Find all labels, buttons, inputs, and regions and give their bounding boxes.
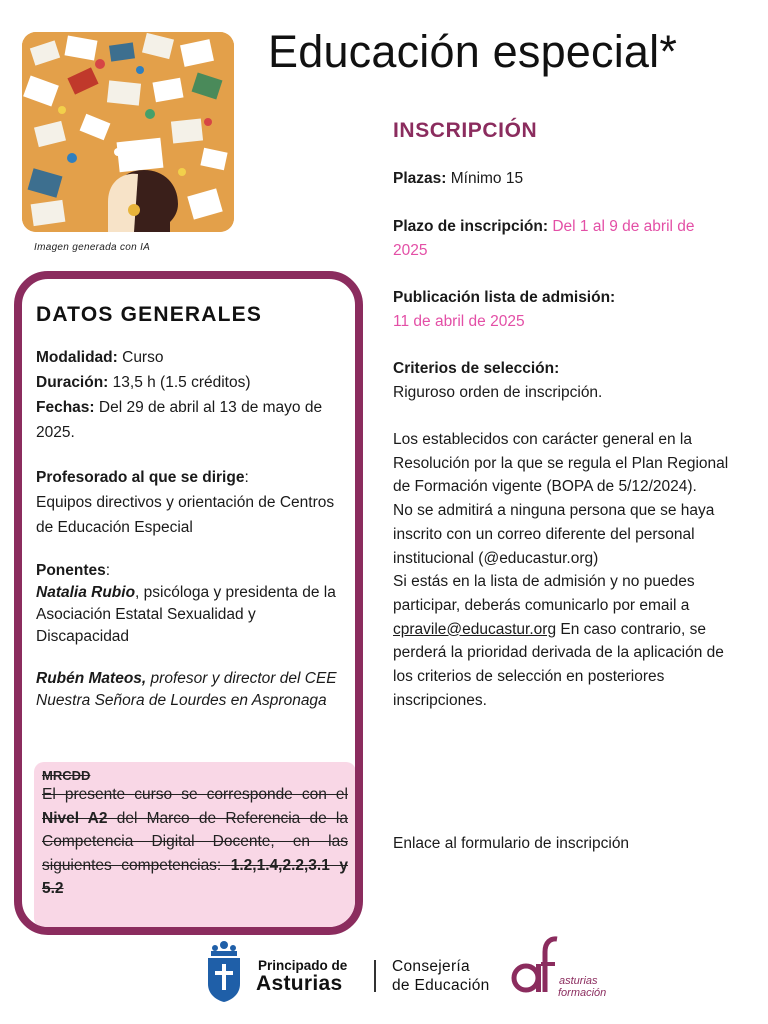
consejeria-line-2: de Educación — [392, 977, 490, 994]
general-info-heading: DATOS GENERALES — [36, 303, 263, 326]
criterios-row — [393, 357, 733, 404]
asturias-formacion-logo-icon — [511, 934, 559, 998]
mrcdd-text — [42, 783, 348, 901]
mrcdd-panel — [34, 762, 356, 928]
plazo-label: Plazo de inscripción: — [393, 218, 549, 235]
criterios-para-3 — [393, 570, 733, 712]
general-info-body — [36, 345, 352, 712]
fechas-value: Del 29 de abril al 13 de mayo de 2025. — [36, 399, 323, 441]
criterios-para-3a: Si estás en la lista de admisión y no puedes participar, deberás comunicarlo por email a — [393, 573, 695, 614]
ponentes-colon: : — [105, 562, 111, 579]
publicacion-label: Publicación lista de admisión: — [393, 289, 616, 306]
mrcdd-label: MRCDD — [42, 768, 91, 783]
footer-logos — [0, 934, 768, 1024]
duracion-label: Duración: — [36, 374, 109, 391]
mrcdd-text-1: El presente curso se corresponde con el — [42, 786, 348, 803]
criterios-para-3b: En caso contrario, se perderá la prioridad derivada de la aplicación de los criterios de selección en posteriores inscripciones. — [393, 620, 724, 709]
inscripcion-heading: INSCRIPCIÓN — [393, 119, 538, 142]
header-illustration — [22, 32, 234, 232]
af-line-2: formación — [558, 987, 607, 999]
criterios-para-2: No se admitirá a ninguna persona que se haya inscrito con un correo diferente del personal institucional (@educastur.org) — [393, 502, 715, 567]
criterios-label: Criterios de selección: — [393, 360, 560, 377]
criterios-value: Riguroso orden de inscripción. — [393, 383, 603, 401]
mrcdd-level: Nivel A2 — [42, 809, 108, 827]
principado-line-1: Principado de — [258, 958, 348, 973]
modalidad-label: Modalidad: — [36, 349, 118, 366]
criterios-detail — [393, 428, 733, 712]
ponente-2-desc: profesor y director del CEE Nuestra Señora de Lourdes en Aspronaga — [36, 670, 337, 709]
af-line-1: asturias — [559, 975, 598, 987]
modalidad-value: Curso — [117, 349, 164, 366]
publicacion-row — [393, 286, 733, 333]
logo-divider — [374, 960, 376, 992]
ponente-1 — [36, 582, 352, 648]
general-info-box — [14, 271, 363, 935]
mrcdd-competencias: 1.2,1.4,2.2,3.1 y 5.2 — [42, 856, 348, 897]
modalidad-row — [36, 345, 352, 370]
criterios-para-1: Los establecidos con carácter general en la Resolución por la que se regula el Plan Regional de Formación vigente (BOPA de 5/12/2024). — [393, 431, 729, 496]
ponente-2 — [36, 668, 352, 712]
ponentes-row — [36, 560, 352, 582]
duracion-value: 13,5 h (1.5 créditos) — [108, 374, 251, 391]
consejeria-line-1: Consejería — [392, 958, 470, 975]
ponente-1-desc: , psicóloga y presidenta de la Asociación Estatal Sexualidad y Discapacidad — [36, 584, 336, 645]
profesorado-colon: : — [244, 469, 249, 486]
fechas-label: Fechas: — [36, 399, 95, 416]
plazo-row — [393, 215, 733, 262]
contact-email-link[interactable]: cpravile@educastur.org — [393, 620, 557, 638]
plazas-label: Plazas: — [393, 170, 447, 187]
publicacion-value: 11 de abril de 2025 — [393, 312, 525, 330]
image-caption: Imagen generada con IA — [34, 242, 151, 253]
page-title: Educación especial* — [268, 26, 678, 77]
plazas-value: Mínimo 15 — [446, 170, 524, 187]
duracion-row — [36, 370, 352, 395]
profesorado-value: Equipos directivos y orientación de Centros de Educación Especial — [36, 494, 335, 536]
form-link[interactable]: Enlace al formulario de inscripción — [393, 835, 630, 852]
plazas-row — [393, 167, 733, 191]
ponentes-label: Ponentes — [36, 562, 106, 579]
ponente-1-name: Natalia Rubio — [36, 584, 136, 601]
asturias-shield-icon — [205, 940, 243, 1002]
principado-line-2: Asturias — [256, 972, 343, 995]
mrcdd-text-2: del Marco de Referencia de la Competencia Digital Docente, en las siguientes competencias: — [42, 809, 348, 874]
plazo-value: Del 1 al 9 de abril de 2025 — [393, 218, 695, 259]
fechas-row — [36, 395, 352, 445]
profesorado-row — [36, 465, 352, 490]
ponente-2-name: Rubén Mateos, — [36, 670, 147, 687]
profesorado-label: Profesorado al que se dirige — [36, 469, 245, 486]
